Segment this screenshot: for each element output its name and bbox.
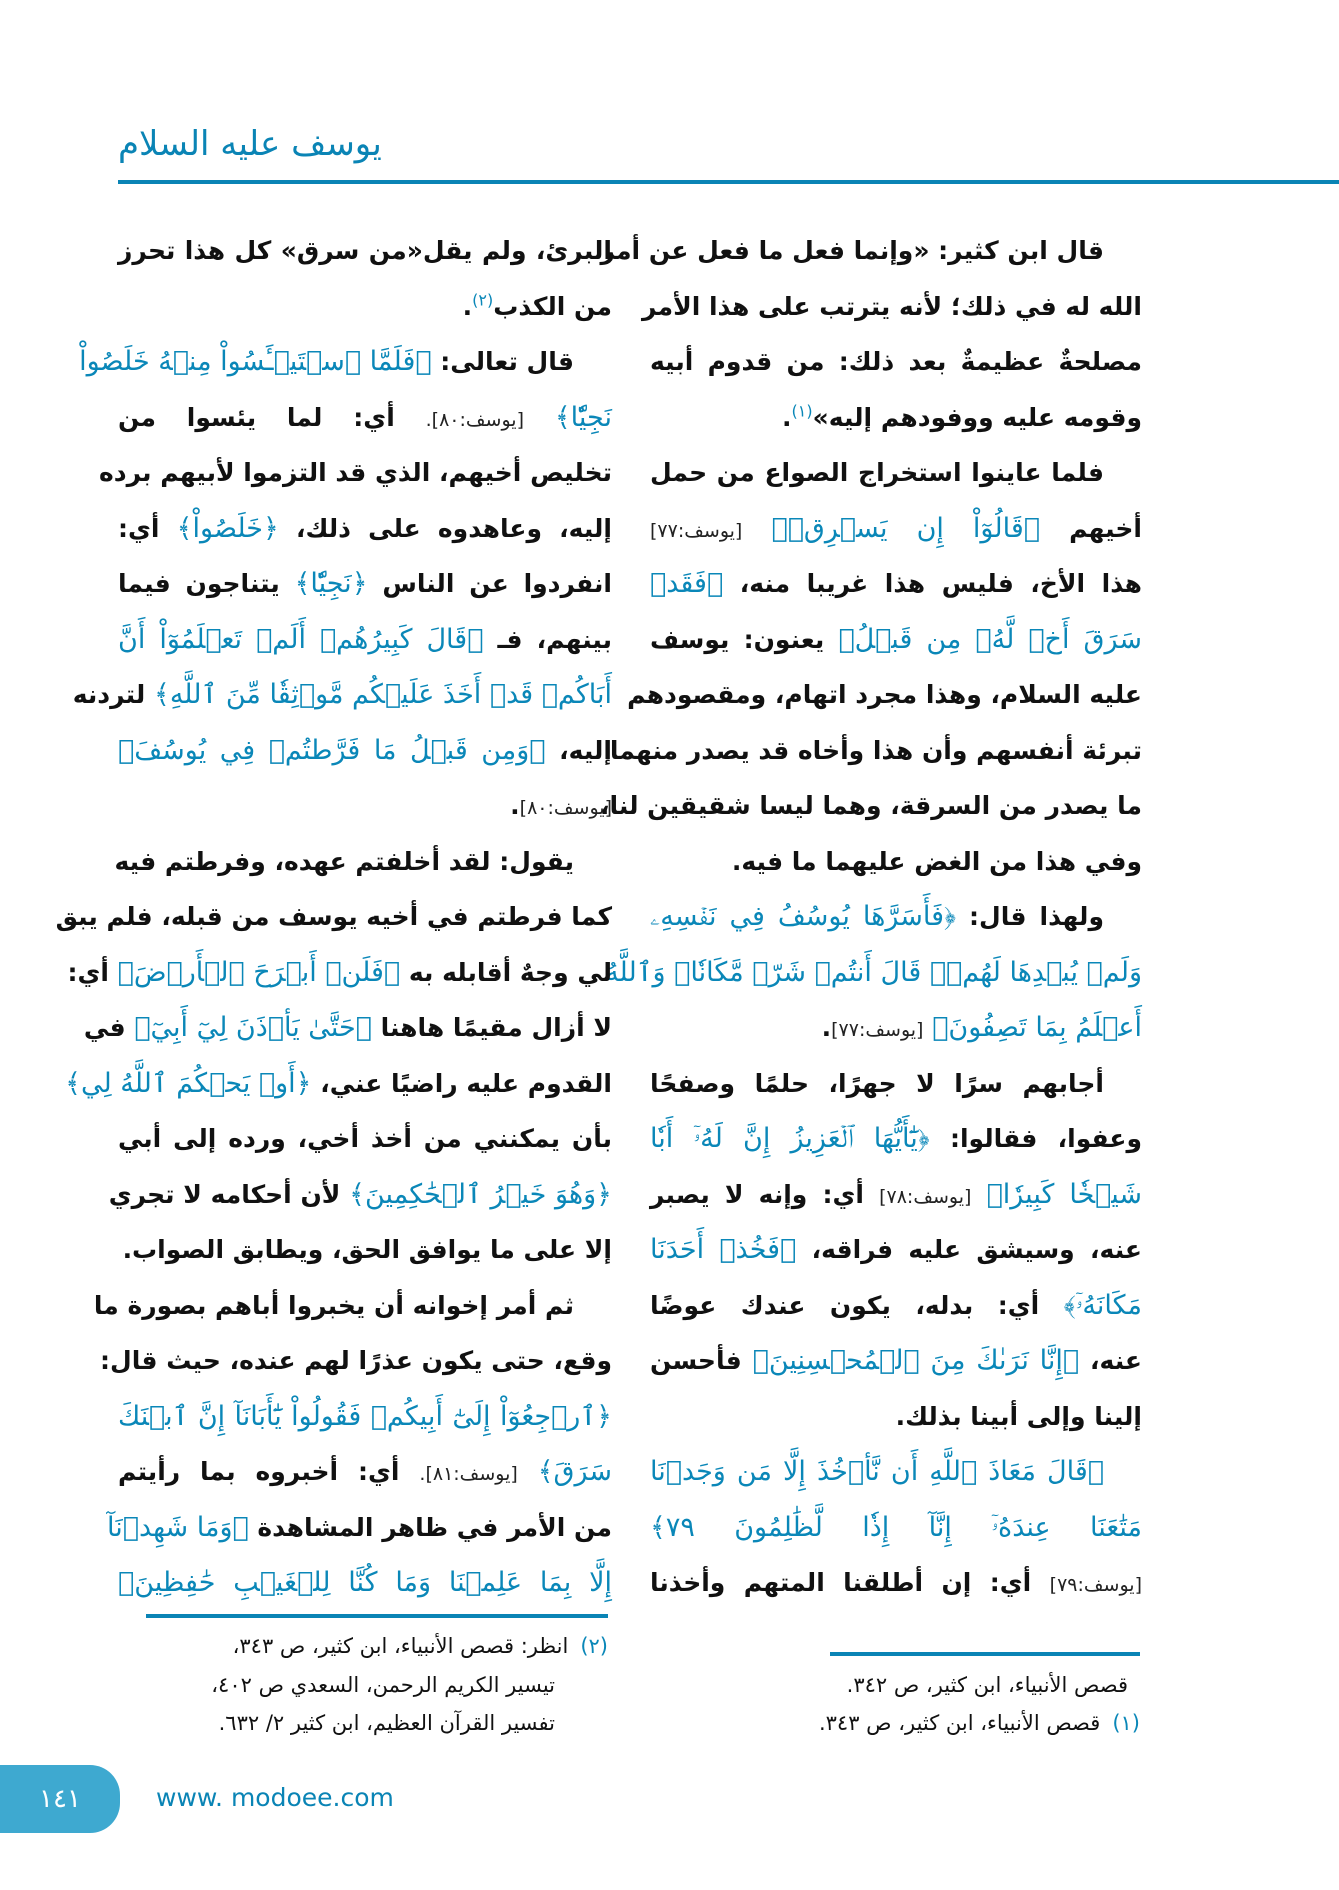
quran-verse: ﴿فَخُذۡ أَحَدَنَا: [650, 1234, 797, 1265]
chapter-title: يوسف عليه السلام: [118, 124, 382, 164]
body-text: الله له في ذلك؛ لأنه يترتب على هذا الأمر: [642, 291, 1142, 321]
body-text: كما فرطتم في أخيه يوسف من قبله، فلم يبق: [55, 902, 612, 931]
page-number-tab: [0, 1765, 120, 1833]
text-line: [83, 1003, 612, 1053]
text-line: [650, 337, 1142, 387]
verse-reference: [يوسف:٧٧]: [831, 1019, 924, 1041]
text-line: [79, 337, 612, 387]
body-text: أي: وإنه لا يصبر: [650, 1179, 864, 1209]
verse-reference: [يوسف:٧٩]: [1049, 1574, 1142, 1596]
quran-verse: ﴿نَجِيّٗا﴾: [294, 568, 368, 599]
quran-verse: ﴿فَقَدۡ: [650, 568, 724, 599]
body-text: تبرئة أنفسهم وأن هذا وأخاه قد يصدر منهما: [609, 735, 1142, 765]
text-line: [650, 1059, 1142, 1109]
text-line: [118, 226, 612, 276]
text-line: [609, 726, 1142, 776]
verse-reference: [يوسف:٨١].: [419, 1463, 518, 1485]
body-text: يتناجون فيما: [118, 569, 280, 598]
quran-verse: ﴿وَهُوَ خَيۡرُ ٱلۡحَٰكِمِينَ﴾: [349, 1178, 612, 1210]
body-text: قال ابن كثير: «وإنما فعل ما فعل عن أمر: [600, 236, 1104, 265]
body-text: مصلحةٌ عظيمةٌ بعد ذلك: من قدوم أبيه: [650, 347, 1142, 376]
body-text: هذا الأخ، فليس هذا غريبا منه،: [739, 569, 1142, 598]
footnote-number: (٢): [580, 1634, 608, 1658]
text-line: [108, 1170, 612, 1220]
quran-verse: ﴿قَالُوٓاْ إِن يَسۡرِقۡ﴾: [771, 512, 1040, 544]
body-text: إلا على ما يوافق الحق، ويطابق الصواب.: [122, 1235, 612, 1264]
body-text: القدوم عليه راضيًا عني،: [320, 1068, 612, 1098]
text-line: [650, 1503, 1142, 1553]
footnote-text: تفسير القرآن العظيم، ابن كثير ٢/ ٦٣٢.: [218, 1711, 555, 1735]
quran-verse: أَعۡلَمُ بِمَا تَصِفُونَ﴾: [932, 1012, 1142, 1043]
text-line: [118, 393, 612, 443]
quran-verse: مَتَٰعَنَا عِندَهُۥٓ إِنَّآ إِذٗا لَّظَٰلِمُونَ ٧٩﴾: [650, 1511, 1142, 1543]
quran-verse: ﴿خَلَصُواْ﴾: [176, 512, 279, 544]
quran-verse: إِلَّا بِمَا عَلِمۡنَا وَمَا كُنَّا لِلۡغَيۡبِ حَٰفِظِينَ﴾: [118, 1567, 612, 1598]
footnote-text: قصص الأنبياء، ابن كثير، ص ٣٤٣.: [818, 1711, 1101, 1735]
body-text: .: [462, 291, 473, 321]
body-text: لتردنه: [72, 680, 146, 709]
quran-verse: ﴿يَٰٓأَيُّهَا ٱلۡعَزِيزُ إِنَّ لَهُۥٓ أَبٗا: [650, 1123, 930, 1154]
body-text: بأن يمكنني من أخذ أخي، ورده إلى أبي: [118, 1124, 612, 1153]
header-divider: [118, 180, 1339, 184]
footnote: [211, 1669, 555, 1701]
text-line: [650, 1447, 1142, 1497]
footnote-marker: (١): [791, 401, 813, 421]
quran-verse: ﴿قَالَ كَبِيرُهُمۡ أَلَمۡ تَعۡلَمُوٓاْ أَنَّ: [118, 623, 484, 655]
body-text: ثم أمر إخوانه أن يخبروا أباهم بصورة ما: [93, 1290, 574, 1320]
body-text: من الأمر في ظاهر المشاهدة: [257, 1512, 612, 1542]
text-line: [118, 1558, 612, 1608]
body-text: البرئ، ولم يقل«من سرق» كل هذا تحرز: [118, 236, 612, 265]
footnote-text: تيسير الكريم الرحمن، السعدي ص ٤٠٢،: [211, 1673, 555, 1697]
footnote: [819, 1707, 1140, 1739]
quran-verse: ﴿حَتَّىٰ يَأۡذَنَ لِيٓ أَبِيٓ﴾: [134, 1012, 372, 1043]
quran-verse: مَكَانَهُۥٓ﴾: [1063, 1289, 1142, 1321]
footnote-text: انظر: قصص الأنبياء، ابن كثير، ص ٣٤٣،: [232, 1634, 569, 1658]
quran-verse: سَرَقَ أَخٞ لَّهُۥ مِن قَبۡلُ﴾: [838, 623, 1142, 655]
body-text: يقول: لقد أخلفتم عهده، وفرطتم فيه: [114, 846, 574, 876]
text-line: [118, 1114, 612, 1164]
quran-verse: وَلَمۡ يُبۡدِهَا لَهُمۡۚ قَالَ أَنتُمۡ شَرّٞ مَّكَانٗاۖ وَٱللَّهُ: [605, 956, 1142, 988]
quran-verse: ﴿وَمَا شَهِدۡنَآ: [107, 1511, 249, 1543]
text-line: [600, 781, 1142, 831]
body-text: قال تعالى:: [440, 347, 574, 376]
body-text: بينهم، فـ: [497, 624, 612, 654]
body-text: ولهذا قال:: [969, 902, 1104, 931]
text-line: [650, 1170, 1142, 1220]
body-text: من الكذب: [493, 291, 612, 321]
text-line: [118, 282, 612, 332]
text-line: [642, 282, 1142, 332]
text-line: [118, 615, 612, 665]
body-text: وفي هذا من الغض عليهما ما فيه.: [731, 846, 1142, 876]
text-line: [114, 837, 612, 887]
quran-verse: سَرَقَ﴾: [537, 1456, 612, 1487]
quran-verse: ﴿وَمِن قَبۡلُ مَا فَرَّطتُمۡ فِي يُوسُفَ﴾: [118, 734, 546, 766]
footnote-marker: (٢): [472, 290, 494, 310]
body-text: أي: إن أطلقنا المتهم وأخذنا: [650, 1568, 1032, 1597]
text-line: [650, 504, 1142, 554]
text-line: [650, 1392, 1142, 1442]
quran-verse: أَبَاكُمۡ قَدۡ أَخَذَ عَلَيۡكُم مَّوۡثِقٗا مِّنَ ٱللَّهِ﴾: [154, 679, 612, 710]
body-text: أي:: [67, 957, 109, 987]
left-column-footnote-divider: [146, 1614, 608, 1618]
page-number: ١٤١: [39, 1784, 81, 1814]
footnote-number: (١): [1112, 1711, 1140, 1735]
text-line: [118, 559, 612, 609]
quran-verse: شَيۡخٗا كَبِيرٗا﴾: [986, 1178, 1142, 1210]
text-line: [93, 1281, 612, 1331]
body-text: تخليص أخيهم، الذي قد التزموا لأبيهم برده: [99, 458, 612, 487]
quran-verse: نَجِيّٗا﴾: [554, 401, 612, 433]
text-line: [118, 781, 612, 831]
body-text: أي: أخبروه بما رأيتم: [118, 1457, 400, 1486]
quran-verse: ﴿أَوۡ يَحۡكُمَ ٱللَّهُ لِي﴾: [65, 1067, 312, 1099]
body-text: لأن أحكامه لا تجري: [108, 1179, 341, 1209]
footnote-text: قصص الأنبياء، ابن كثير، ص ٣٤٢.: [846, 1673, 1128, 1697]
text-line: [118, 504, 612, 554]
body-text: عليه السلام، وهذا مجرد اتهام، ومقصودهم: [627, 680, 1142, 709]
text-line: [650, 1003, 1142, 1053]
website-link[interactable]: www. modoee.com: [156, 1783, 394, 1812]
body-text: عنه،: [1090, 1346, 1142, 1375]
text-line: [55, 892, 612, 942]
text-line: [99, 448, 612, 498]
body-text: وقع، حتى يكون عذرًا لهم عنده، حيث قال:: [100, 1346, 612, 1375]
body-text: في: [83, 1013, 126, 1042]
text-line: [118, 1225, 612, 1275]
text-line: [650, 892, 1142, 942]
text-line: [107, 1503, 612, 1553]
body-text: إلينا وإلى أبينا بذلك.: [895, 1401, 1142, 1431]
verse-reference: [يوسف:٨٠]: [519, 797, 612, 819]
body-text: أي: بدله، يكون عندك عوضًا: [650, 1290, 1040, 1320]
text-line: [605, 948, 1142, 998]
right-column-footnote-divider: [830, 1652, 1140, 1656]
text-line: [65, 1059, 612, 1109]
body-text: لي وجهٌ أقابله به: [408, 957, 612, 987]
text-line: [650, 1225, 1142, 1275]
body-text: إليه،: [559, 735, 612, 765]
body-text: عنه، وسيشق عليه فراقه،: [811, 1235, 1142, 1264]
body-text: ما يصدر من السرقة، وهما ليسا شقيقين لنا،: [600, 791, 1142, 820]
text-line: [650, 448, 1142, 498]
text-line: [627, 670, 1142, 720]
body-text: فلما عاينوا استخراج الصواع من حمل: [650, 458, 1104, 487]
text-line: [650, 1336, 1142, 1386]
quran-verse: ﴿ٱرۡجِعُوٓاْ إِلَىٰٓ أَبِيكُمۡ فَقُولُواْ يَٰٓأَبَانَآ إِنَّ ٱبۡنَكَ: [118, 1400, 612, 1432]
text-line: [650, 559, 1142, 609]
footnote: [219, 1707, 555, 1739]
body-text: انفردوا عن الناس: [382, 569, 613, 598]
text-line: [118, 1392, 612, 1442]
body-text: أجابهم سرًا لا جهرًا، حلمًا وصفحًا: [650, 1068, 1104, 1098]
quran-verse: ﴿فَلَمَّا ٱسۡتَيۡـَٔسُواْ مِنۡهُ خَلَصُواْ: [79, 346, 432, 377]
text-line: [100, 1336, 612, 1386]
quran-verse: ﴿فَلَنۡ أَبۡرَحَ ٱلۡأَرۡضَ﴾: [117, 956, 401, 988]
text-line: [650, 615, 1142, 665]
body-text: أي: لما يئسوا من: [118, 402, 395, 432]
body-text: .: [821, 1013, 832, 1042]
body-text: يعنون: يوسف: [650, 624, 825, 654]
text-line: [600, 226, 1142, 276]
verse-reference: [يوسف:٧٨]: [879, 1185, 972, 1208]
body-text: أخيهم: [1069, 513, 1142, 543]
body-text: وعفوا، فقالوا:: [949, 1124, 1142, 1153]
quran-verse: ﴿إِنَّا نَرَىٰكَ مِنَ ٱلۡمُحۡسِنِينَ﴾: [752, 1345, 1080, 1376]
text-line: [650, 393, 1142, 443]
body-text: .: [782, 402, 792, 432]
footnote: [233, 1630, 608, 1662]
footnote: [847, 1669, 1140, 1701]
text-line: [67, 948, 612, 998]
body-text: وقومه عليه ووفودهم إليه»: [812, 402, 1142, 432]
text-line: [118, 1447, 612, 1497]
text-line: [650, 1558, 1142, 1608]
verse-reference: [يوسف:٧٧]: [650, 519, 743, 542]
text-line: [72, 670, 612, 720]
quran-verse: ﴿فَأَسَرَّهَا يُوسُفُ فِي نَفۡسِهِۦ: [650, 901, 956, 932]
verse-reference: [يوسف:٨٠].: [425, 408, 524, 431]
body-text: فأحسن: [650, 1346, 742, 1375]
text-line: [650, 1281, 1142, 1331]
body-text: لا أزال مقيمًا هاهنا: [380, 1013, 612, 1042]
quran-verse: ﴿قَالَ مَعَاذَ ٱللَّهِ أَن نَّأۡخُذَ إِلَّا مَن وَجَدۡنَا: [650, 1456, 1104, 1487]
text-line: [650, 837, 1142, 887]
body-text: .: [510, 791, 520, 820]
text-line: [118, 726, 612, 776]
text-line: [650, 1114, 1142, 1164]
body-text: أي:: [118, 513, 160, 543]
body-text: إليه، وعاهدوه على ذلك،: [296, 513, 612, 543]
